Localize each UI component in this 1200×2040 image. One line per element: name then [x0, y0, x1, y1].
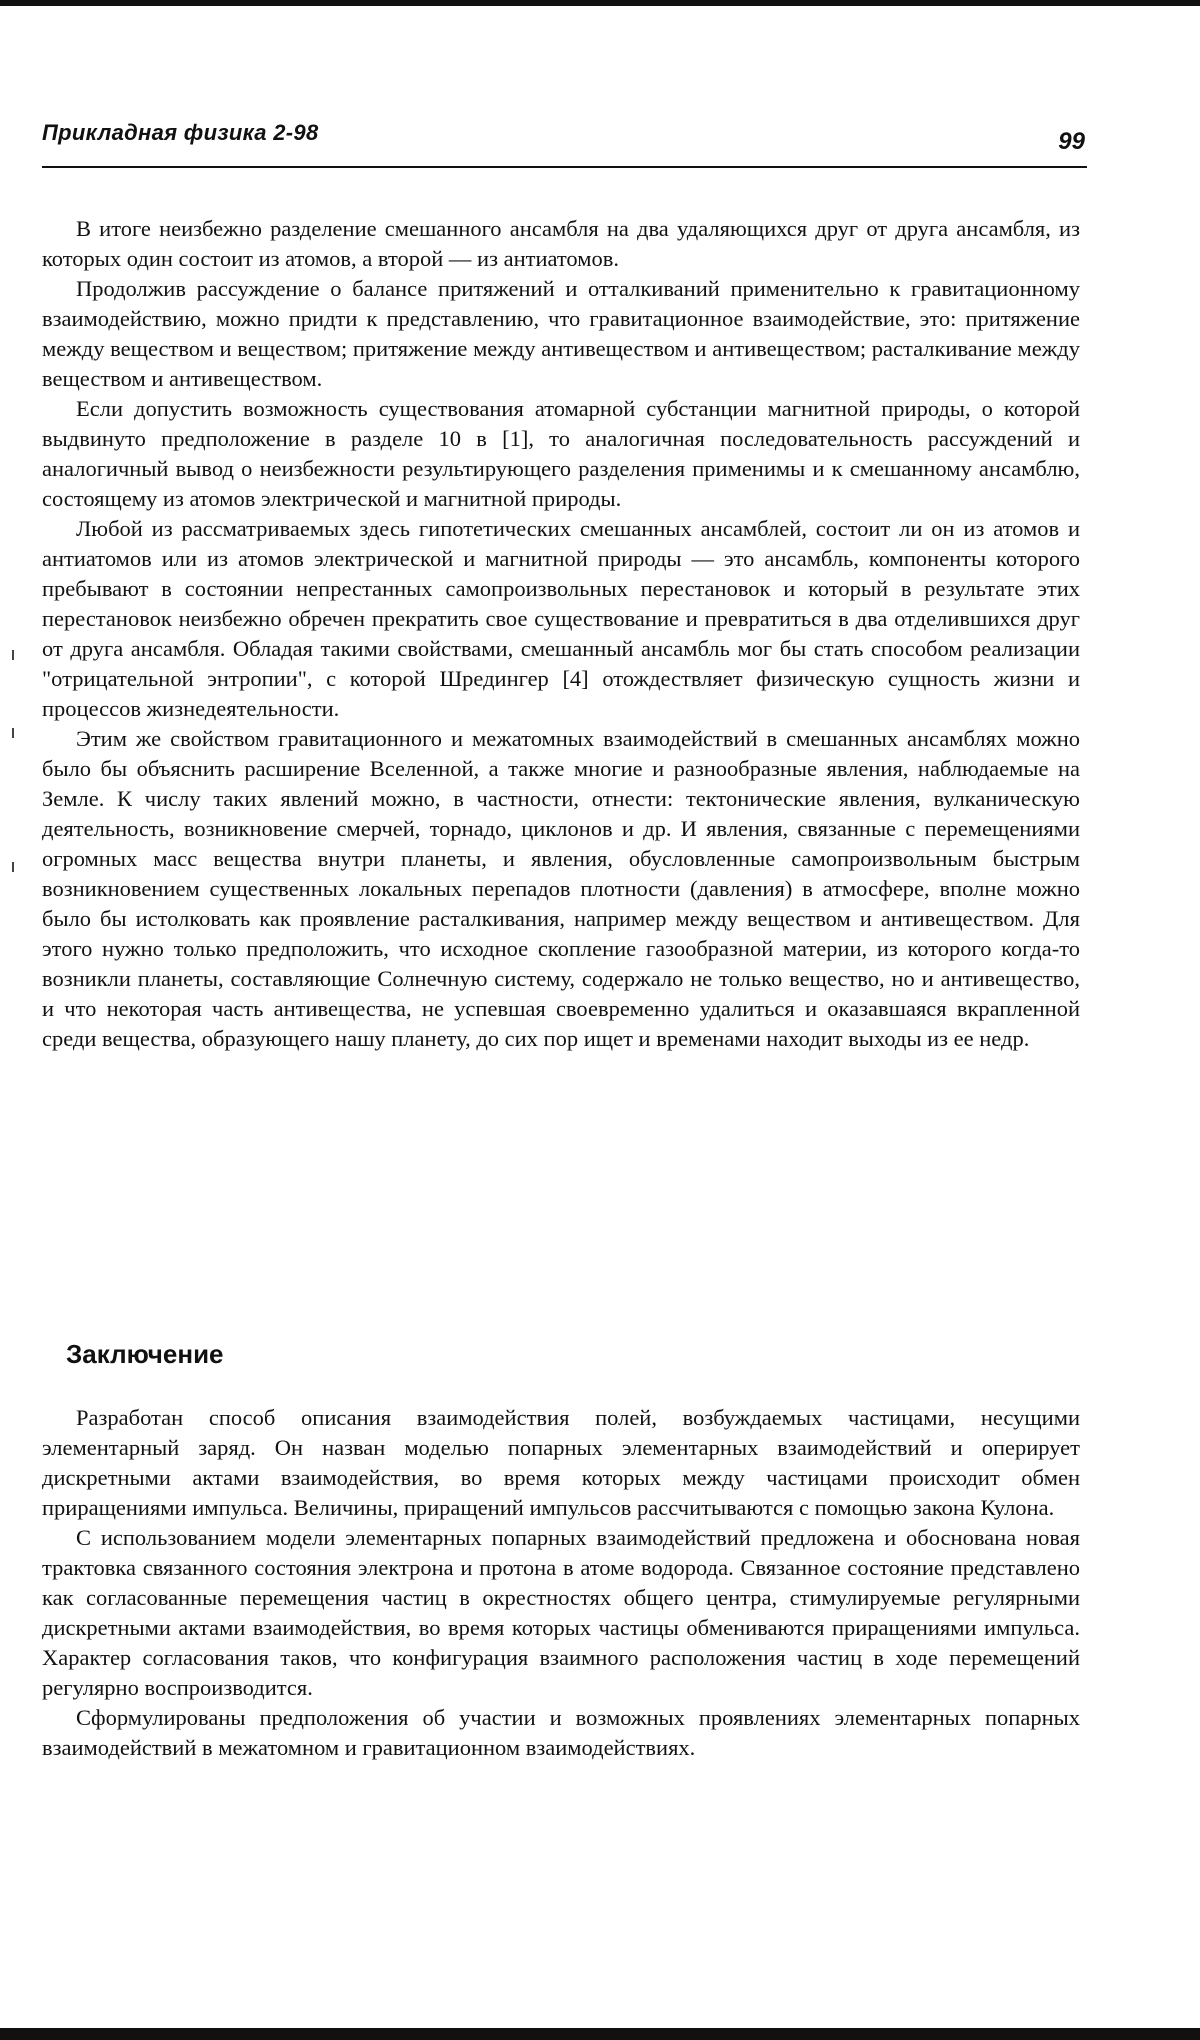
scan-margin-mark [12, 728, 14, 738]
page-number: 99 [1058, 128, 1085, 155]
conclusion-paragraph: Разработан способ описания взаимодействия полей, возбуждаемых частицами, несущими элементарный заряд. Он назван моделью попарных элементарных взаимодействий и оперирует дискретными актами взаимодействия, во время которых между частицами происходит обмен приращениями импульса. Величины, приращений импульсов рассчитываются с помощью закона Кулона. [42, 1405, 1080, 1520]
body-text [42, 214, 1080, 1054]
body-paragraph: В итоге неизбежно разделение смешанного ансамбля на два удаляющихся друг от друга ансамбля, из которых один состоит из атомов, а второй — из антиатомов. [42, 216, 1080, 271]
scan-border-top [0, 0, 1200, 6]
body-paragraph: Любой из рассматриваемых здесь гипотетических смешанных ансамблей, состоит ли он из атомов и антиатомов или из атомов электрической и магнитной природы — это ансамбль, компоненты которого пребывают в состоянии непрестанных самопроизвольных перестановок и который в результате этих перестановок неизбежно обречен прекратить свое существование и превратиться в два отделившихся друг от друга ансамбля. Обладая такими свойствами, смешанный ансамбль мог бы стать способом реализации "отрицательной энтропии", с которой Шредингер [4] отождествляет физическую сущность жизни и процессов жизнедеятельности. [42, 516, 1080, 721]
section-heading-conclusion: Заключение [66, 1339, 224, 1369]
journal-title: Прикладная физика 2-98 [42, 120, 319, 145]
body-paragraph: Если допустить возможность существования атомарной субстанции магнитной природы, о которой выдвинуто предположение в разделе 10 в [1], то аналогичная последовательность рассуждений и аналогичный вывод о неизбежности результирующего разделения применимы и к смешанному ансамблю, состоящему из атомов электрической и магнитной природы. [42, 396, 1080, 511]
conclusion-paragraph: Сформулированы предположения об участии и возможных проявлениях элементарных попарных взаимодействий в межатомном и гравитационном взаимодействиях. [42, 1705, 1080, 1760]
conclusion-text [42, 1403, 1080, 1763]
conclusion-paragraph: С использованием модели элементарных попарных взаимодействий предложена и обоснована новая трактовка связанного состояния электрона и протона в атоме водорода. Связанное состояние представлено как согласованные перемещения частиц в окрестностях общего центра, стимулируемые регулярными дискретными актами взаимодействия, во время которых частицы обмениваются приращениями импульса. Характер согласования таков, что конфигурация взаимного расположения частиц в ходе перемещений регулярно воспроизводится. [42, 1525, 1080, 1700]
scan-margin-mark [12, 862, 14, 872]
body-paragraph: Этим же свойством гравитационного и межатомных взаимодействий в смешанных ансамблях можно было бы объяснить расширение Вселенной, а также многие и разнообразные явления, наблюдаемые на Земле. К числу таких явлений можно, в частности, отнести: тектонические явления, вулканическую деятельность, возникновение смерчей, торнадо, циклонов и др. И явления, связанные с перемещениями огромных масс вещества внутри планеты, и явления, обусловленные самопроизвольным быстрым возникновением существенных локальных перепадов плотности (давления) в атмосфере, вполне можно было бы истолковать как проявление расталкивания, например между веществом и антивеществом. Для этого нужно только предположить, что исходное скопление газообразной материи, из которого когда-то возникли планеты, составляющие Солнечную систему, содержало не только вещество, но и антивещество, и что некоторая часть антивещества, не успевшая своевременно удалиться и оказавшаяся вкрапленной среди вещества, образующего нашу планету, до сих пор ищет и временами находит выходы из ее недр. [42, 726, 1080, 1051]
scan-margin-mark [12, 650, 14, 660]
scan-border-bottom [0, 2028, 1200, 2040]
page-header [42, 118, 1087, 168]
body-paragraph: Продолжив рассуждение о балансе притяжений и отталкиваний применительно к гравитационному взаимодействию, можно придти к представлению, что гравитационное взаимодействие, это: притяжение между веществом и веществом; притяжение между антивеществом и антивеществом; расталкивание между веществом и антивеществом. [42, 276, 1080, 391]
